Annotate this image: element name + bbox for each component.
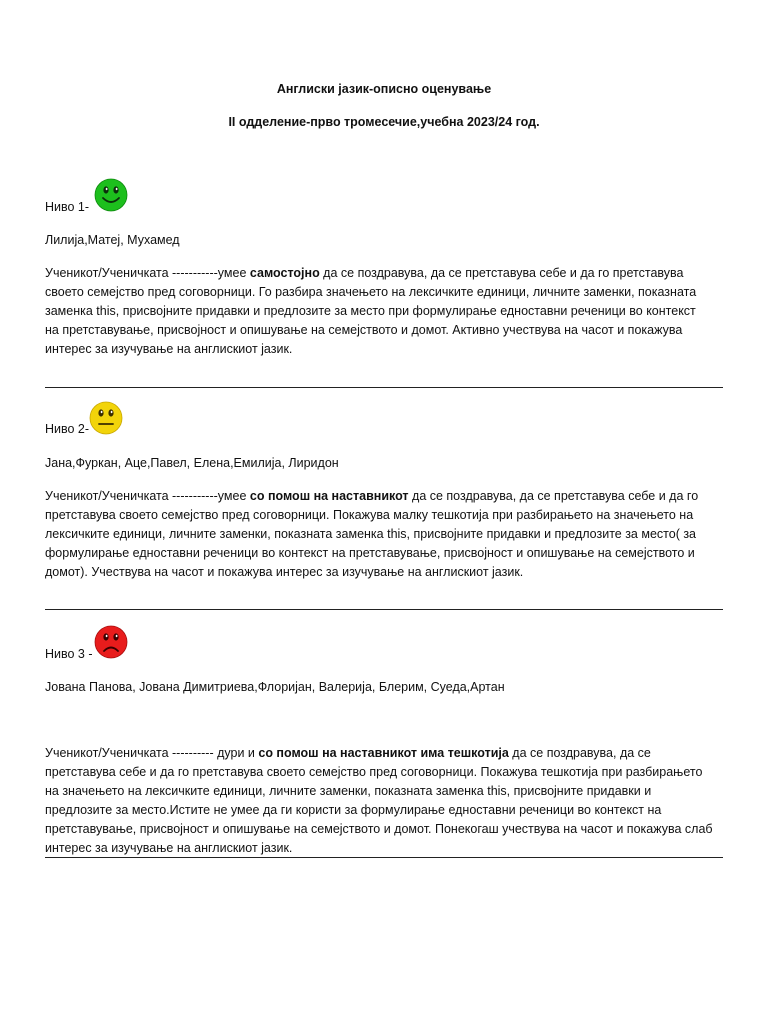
text-line [45, 264, 725, 283]
text-run: да се поздравува, да се претставува себе и да го претставува [319, 266, 684, 280]
text-line [45, 744, 725, 763]
sad-face-icon [94, 625, 128, 659]
text-line: интерес за изучување на англискиот јазик. [45, 342, 293, 356]
text-line: предлозите за место.Истите не умее да ги користи за формулирање едноставни реченици во контекст на [45, 803, 662, 817]
level-2-description [45, 487, 725, 582]
text-line: заменка this, присвојните придавки и предлозите за место при формулирање едноставни реченици во контекст [45, 304, 696, 318]
emphasis-text: самостојно [249, 266, 320, 280]
section-divider [45, 387, 723, 388]
text-run: Ученикот/Ученичката -----------умее [45, 266, 250, 280]
emphasis-text: со помош на наставникот [249, 489, 409, 503]
level-3-label: Ниво 3 - [45, 647, 93, 661]
level-2-students: Јана,Фуркан, Аце,Павел, Елена,Емилија, Лиридон [45, 456, 339, 470]
neutral-face-icon [89, 401, 123, 435]
level-2-label: Ниво 2- [45, 422, 90, 436]
text-line [45, 487, 725, 506]
text-line: претставува своето семејство пред соговорници. Покажува малку тешкотија при разбирањето на значењето на [45, 508, 694, 522]
text-run: Ученикот/Ученичката ---------- дури и [45, 746, 259, 760]
face-circle [95, 179, 127, 211]
section-divider [45, 609, 723, 610]
text-run: да се поздравува, да се [508, 746, 651, 760]
level-1-label: Ниво 1- [45, 200, 90, 214]
text-line: формулирање едноставни реченици во контекст на претставување, присвојност и опишување на семејството и [45, 546, 695, 560]
text-line: претставува себе и да го претставува своето семејство пред соговорници. Покажува тешкотија при разбирањето [45, 765, 703, 779]
happy-face-icon [94, 178, 128, 212]
document-subtitle: II одделение-прво тромесечие,учебна 2023/24 год. [228, 115, 540, 129]
text-run: да се поздравува, да се претставува себе и да го [408, 489, 699, 503]
text-line: на значењето на лексичките единици, личните заменки, показната заменка this, присвојните придавки и [45, 784, 652, 798]
level-1-description [45, 264, 725, 359]
document-title: Англиски јазик-описно оценување [276, 82, 492, 96]
emphasis-text: со помош на наставникот има тешкотија [258, 746, 509, 760]
text-line: на претставување, присвојност и опишување на семејството и домот. Активно учествува на часот и покажува [45, 323, 683, 337]
text-line: домот). Учествува на часот и покажува интерес за изучување на англискиот јазик. [45, 565, 524, 579]
level-3-description [45, 744, 725, 858]
section-divider [45, 857, 723, 858]
text-line: претставување, присвојност и опишување на семејството и домот. Понекогаш учествува на часот и покажува слаб [45, 822, 713, 836]
level-1-students: Лилија,Матеј, Мухамед [45, 233, 180, 247]
level-3-students: Јована Панова, Јована Димитриева,Флоријан, Валерија, Блерим, Суеда,Артан [45, 680, 505, 694]
text-run: Ученикот/Ученичката -----------умее [45, 489, 250, 503]
text-line: интерес за изучување на англискиот јазик. [45, 841, 293, 855]
text-line: своето семејство пред соговорници. Го разбира значењето на лексичките единици, личните заменки, показната [45, 285, 697, 299]
text-line: лексичките единици, личните заменки, показната заменка this, присвојните придавки и предлозите за место( за [45, 527, 697, 541]
